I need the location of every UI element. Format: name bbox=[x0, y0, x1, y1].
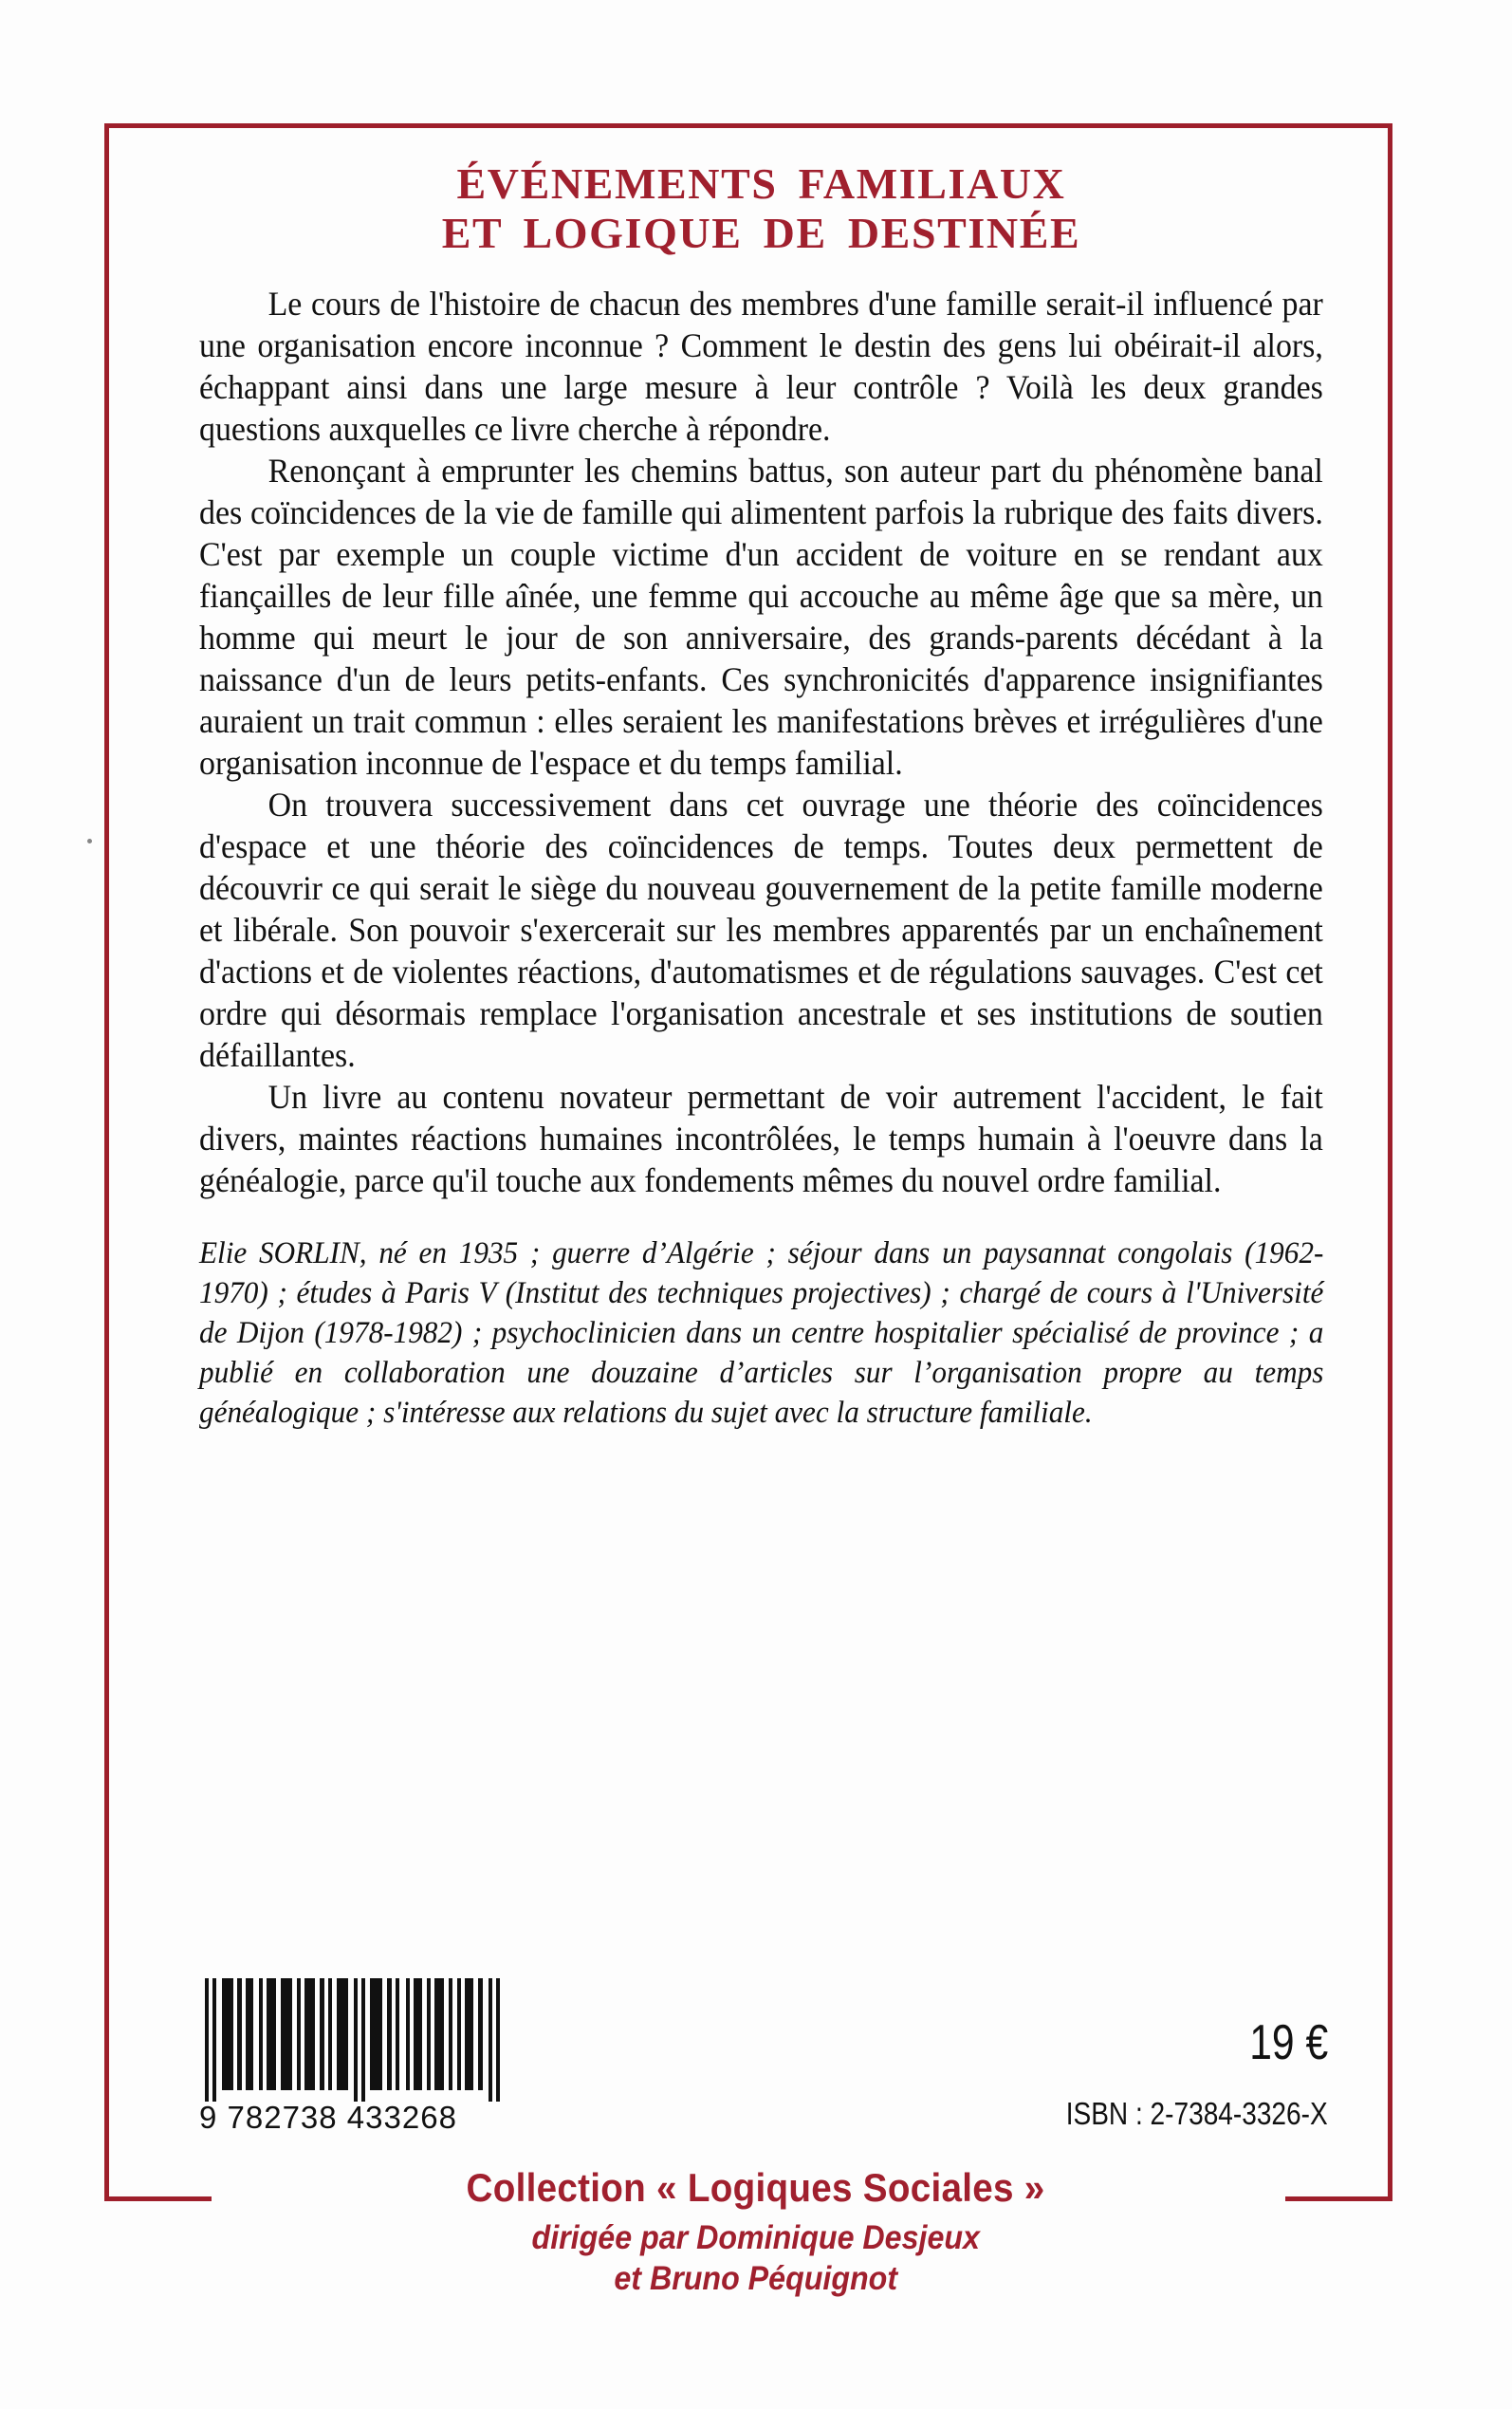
collection-director-line-1: dirigée par Dominique Desjeux bbox=[531, 2219, 981, 2257]
blurb-paragraph: Renonçant à emprunter les chemins battus, son auteur part du phénomène banal des coïncidences de la vie de famille qui alimentent parfois la rubrique des faits divers. C'est par exemple un couple victime d'un accident de voiture en se rendant aux fiançailles de leur fille aînée, une femme qui accouche au même âge que sa mère, un homme qui meurt le jour de son anniversaire, des grands-parents décédant à la naissance d'un de leurs petits-enfants. Ces synchronicités d'apparence insignifiantes auraient un trait commun : elles seraient les manifestations brèves et irrégulières d'une organisation inconnue de l'espace et du temps familial. bbox=[199, 451, 1323, 782]
blurb-paragraph: On trouvera successivement dans cet ouvrage une théorie des coïncidences d'espace et une théorie des coïncidences de temps. Toutes deux permettent de découvrir ce qui serait le siège du nouveau gouvernement de la petite famille moderne et libérale. Son pouvoir s'exercerait sur les membres apparentés par un enchaînement d'actions et de violentes réactions, d'automatismes et de régulations sauvages. C'est cet ordre qui désormais remplace l'organisation ancestrale et ses institutions de soutien défaillantes. bbox=[199, 785, 1323, 1074]
book-title-line-1: ÉVÉNEMENTS FAMILIAUX bbox=[456, 159, 1066, 208]
book-title-line-2: ET LOGIQUE DE DESTINÉE bbox=[441, 208, 1081, 257]
book-title bbox=[199, 159, 1323, 258]
barcode-price-row bbox=[199, 1978, 1328, 2136]
price-isbn-block bbox=[1020, 2015, 1328, 2136]
collection-title: Collection « Logiques Sociales » bbox=[466, 2165, 1046, 2210]
barcode bbox=[199, 1978, 512, 2136]
blurb-paragraph: Un livre au contenu novateur permettant de voir autrement l'accident, le fait divers, maintes réactions humaines incontrôlées, le temps humain à l'oeuvre dans la généalogie, parce qu'il touche aux fondements mêmes du nouvel ordre familial. bbox=[199, 1077, 1323, 1199]
collection-director-line-2: et Bruno Péquignot bbox=[614, 2260, 898, 2298]
blurb-paragraph: Le cours de l'histoire de chacun des membres d'une famille serait-il influencé par une organisation encore inconnue ? Comment le destin des gens lui obéirait-il alors, échappant ainsi dans une large mesure à leur contrôle ? Voilà les deux grandes questions auxquelles ce livre cherche à répondre. bbox=[199, 284, 1323, 448]
barcode-digits: 9 782738 433268 bbox=[199, 2100, 457, 2135]
scan-speck bbox=[87, 839, 92, 843]
cover-content bbox=[199, 159, 1323, 1433]
collection-directors bbox=[532, 2217, 980, 2300]
collection-footer bbox=[0, 2165, 1512, 2300]
isbn-label: ISBN : 2-7384-3326-X bbox=[1066, 2096, 1328, 2131]
barcode-bars-icon bbox=[199, 1978, 512, 2102]
blurb-text bbox=[199, 283, 1323, 1201]
price-label: 19 € bbox=[1249, 2015, 1328, 2070]
author-biography: Elie SORLIN, né en 1935 ; guerre d’Algérie ; séjour dans un paysannat congolais (1962-1970) ; études à Paris V (Institut des techniques projectives) ; chargé de cours à l'Université de Dijon (1978-1982) ; psychoclinicien dans un centre hospitalier spécialisé de province ; a publié en collaboration une douzaine d’articles sur l’organisation propre au temps généalogique ; s'intéresse aux relations du sujet avec la structure familiale. bbox=[199, 1235, 1324, 1430]
